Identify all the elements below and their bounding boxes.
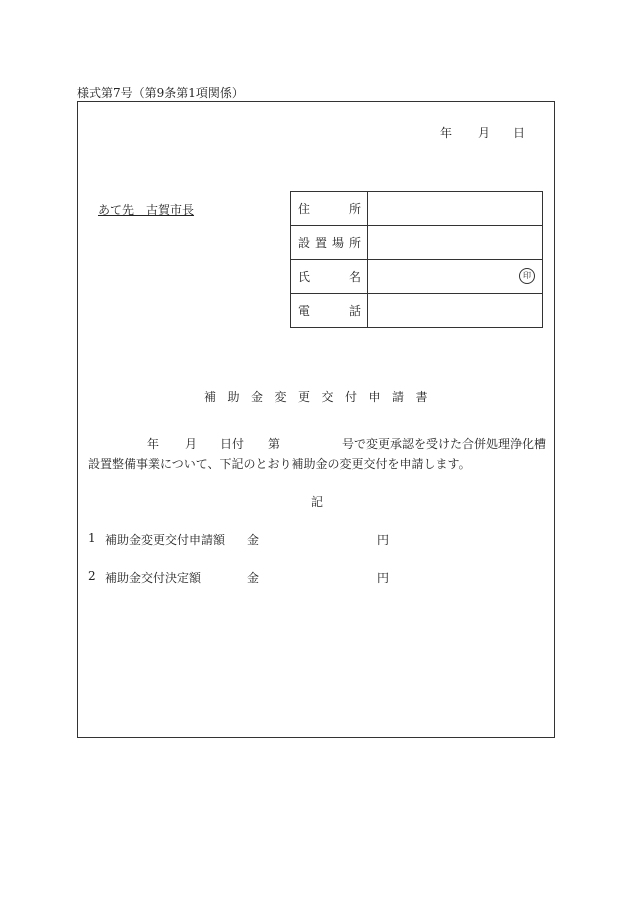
applicant-name-row [291,260,543,294]
body-text-line-2: 設置整備事業について、下記のとおり補助金の変更交付を申請します。 [88,457,471,471]
ki-heading: 記 [311,495,324,509]
name-label: 氏名 [291,260,368,294]
body-text-line-1 [88,435,550,451]
applicant-phone-row [291,294,543,328]
currency-prefix: 金 [247,571,260,585]
item-number: 1 [88,531,96,545]
site-label: 設置場所 [291,226,368,260]
address-field[interactable] [368,192,543,226]
body-day-label: 日付 [220,437,245,451]
item-number: 2 [88,569,96,583]
item-row [88,531,508,547]
unit-label: 円 [377,571,390,585]
date-day-label: 日 [513,126,526,140]
unit-label: 円 [377,533,390,547]
item-label: 補助金交付決定額 [105,571,202,585]
applicant-address-row [291,192,543,226]
seal-icon: 印 [519,268,535,284]
site-field[interactable] [368,226,543,260]
date-year-label: 年 [440,126,453,140]
applicant-table [290,191,543,328]
form-number: 様式第7号（第9条第1項関係） [77,86,244,100]
applicant-site-row [291,226,543,260]
item-label: 補助金変更交付申請額 [105,533,226,547]
body-number-prefix: 第 [268,437,281,451]
name-field[interactable] [368,260,543,294]
item-row [88,569,508,585]
phone-label: 電話 [291,294,368,328]
addressee: あて先 古賀市長 [98,203,195,217]
address-label: 住所 [291,192,368,226]
document-title: 補助金変更交付申請書 [204,390,440,404]
date-month-label: 月 [478,126,491,140]
body-month-label: 月 [185,437,198,451]
currency-prefix: 金 [247,533,260,547]
phone-field[interactable] [368,294,543,328]
body-text-1: 号で変更承認を受けた合併処理浄化槽 [342,437,547,451]
body-year-label: 年 [147,437,160,451]
